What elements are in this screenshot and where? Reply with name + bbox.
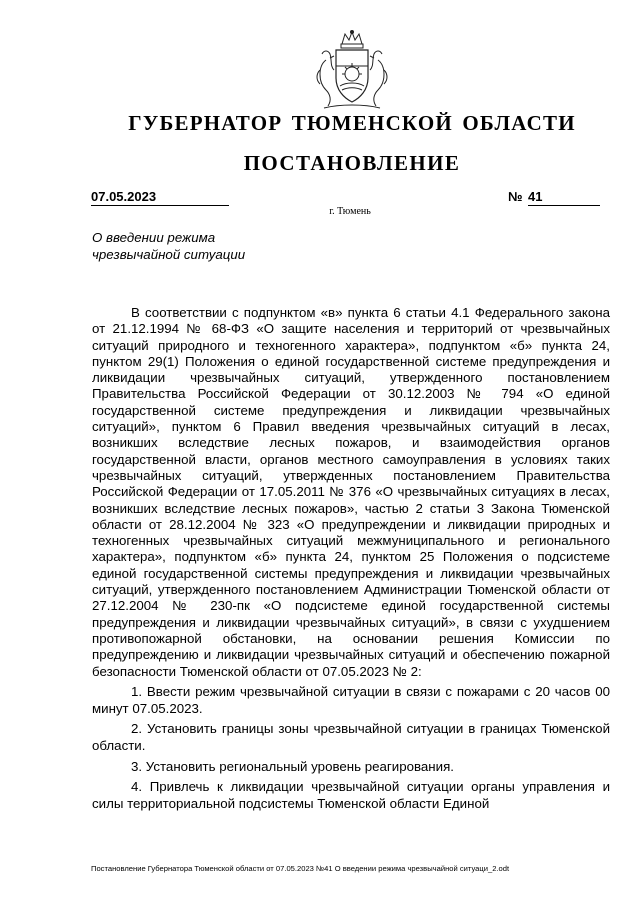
resolution-item-2: 2. Установить границы зоны чрезвычайной ситуации в границах Тюменской области. [92,721,610,753]
subject-line: чрезвычайной ситуации [92,246,246,262]
page-footer: Постановление Губернатора Тюменской области от 07.05.2023 №41 О введении режима чрезвычайной ситуаци_2.odt [91,864,510,873]
governor-title: ГУБЕРНАТОР ТЮМЕНСКОЙ ОБЛАСТИ [128,111,576,135]
document-subject [92,230,292,263]
number-value: 41 [528,188,600,206]
document-body [92,305,610,812]
tyumen-coat-of-arms-icon [312,30,392,114]
document-number [508,188,604,206]
preamble-paragraph: В соответствии с подпунктом «в» пункта 6 статьи 4.1 Федерального закона от 21.12.1994 № 68-ФЗ «О защите населения и территорий от чрезвычайных ситуаций природного и техногенного характера», подпунктом «б» пункта 24, пунктом 29(1) Положения о единой государственной системе предупреждения и ликвидации чрезвычайных ситуаций, утвержденного постановлением Правительства Российской Федерации от 30.12.2003 № 794 «О единой государственной системе предупреждения и ликвидации чрезвычайных ситуаций», пунктом 6 Правил введения чрезвычайных ситуаций в лесах, возникших вследствие лесных пожаров, и взаимодействия органов государственной власти, органов местного самоуправления в условиях таких чрезвычайных ситуаций, утвержденных постановлением Правительства Российской Федерации от 17.05.2011 № 376 «О чрезвычайных ситуациях в лесах, возникших вследствие лесных пожаров», частью 2 статьи 3 Закона Тюменской области от 28.12.2004 № 323 «О предупреждении и ликвидации природных и техногенных чрезвычайных ситуаций межмуниципального и регионального характера», подпунктом «б» пункта 24, пунктом 25 Положения о подсистеме единой государственной системы предупреждения и ликвидации чрезвычайных ситуаций, утвержденного постановлением Администрации Тюменской области от 27.12.2004 № 230-пк «О подсистеме единой государственной системы предупреждения и ликвидации чрезвычайных ситуаций», в связи с ухудшением противопожарной обстановки, на основании решения Комиссии по предупреждению и ликвидации чрезвычайных ситуаций и обеспечению пожарной безопасности Тюменской области от 07.05.2023 № 2: [92,305,610,679]
resolution-item-1: 1. Ввести режим чрезвычайной ситуации в связи с пожарами с 20 часов 00 минут 07.05.2023. [92,684,610,716]
document-date: 07.05.2023 [91,188,229,206]
city-label: г. Тюмень [329,206,371,217]
subject-line: О введении режима [92,230,216,245]
resolution-item-4: 4. Привлечь к ликвидации чрезвычайной ситуации органы управления и силы территориальной подсистемы Тюменской области Единой [92,779,610,811]
number-sign: № [508,189,523,204]
resolution-item-3: 3. Установить региональный уровень реагирования. [131,758,454,774]
document-type: ПОСТАНОВЛЕНИЕ [243,151,461,175]
